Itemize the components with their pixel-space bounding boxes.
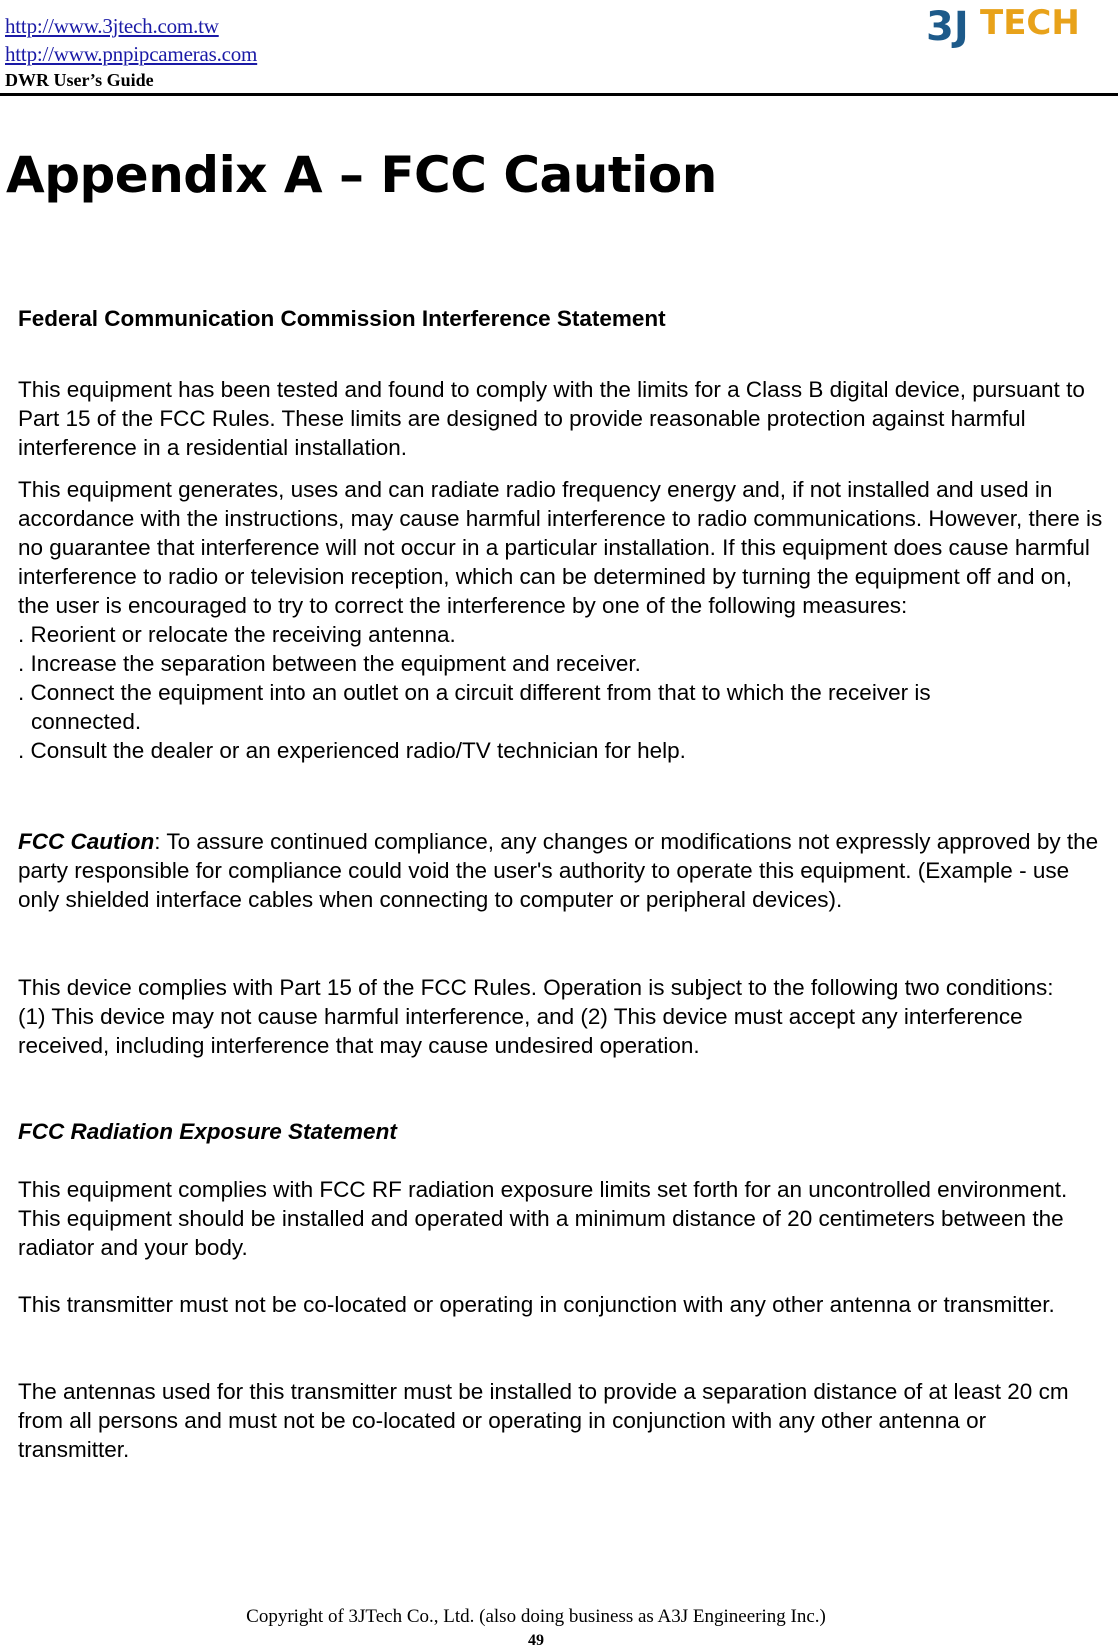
page-number: 49 [528,1632,544,1649]
paragraph-interference: This equipment generates, uses and can radiate radio frequency energy and, if not installed and used in accordance with the instructions, may cause harmful interference to radio communications. However, there is no guarantee that interference will not occur in a particular installation. If this equipment does cause harmful interference to radio or television reception, which can be determined by turning the equipment off and on, the user is encouraged to try to correct the interference by one of the following measures: [18,477,1103,618]
paragraph-conditions: (1) This device may not cause harmful interference, and (2) This device must accept any interference received, including interference that may cause undesired operation. [18,1004,1023,1058]
paragraph-antenna-separation: The antennas used for this transmitter must be installed to provide a separation distance of at least 20 cm from all persons and must not be co-located or operating in conjunction with any other antenna or transmitter. [18,1379,1069,1462]
paragraph-rf-exposure: This equipment complies with FCC RF radiation exposure limits set forth for an uncontrolled environment. This equipment should be installed and operated with a minimum distance of 20 centimeters between the radiator and your body. [18,1177,1068,1260]
colocation-paragraph [18,1290,1103,1319]
page-header [0,0,1118,100]
measure-item: . Connect the equipment into an outlet on a circuit different from that to which the receiver is [18,680,931,705]
measure-item: . Reorient or relocate the receiving antenna. [18,622,456,647]
website-link-pnpipcameras[interactable]: http://www.pnpipcameras.com [5,42,258,66]
footer-copyright: Copyright of 3JTech Co., Ltd. (also doing business as A3J Engineering Inc.) [246,1606,826,1627]
caution-text: : To assure continued compliance, any changes or modifications not expressly approved by the party responsible for compliance could void the user's authority to operate this equipment. (Example - use only shielded interface cables when connecting to computer or peripheral devices). [18,829,1099,912]
body-paragraph-1 [18,375,1103,462]
guide-title: DWR User’s Guide [5,70,154,90]
page-title: Appendix A – FCC Caution [6,146,717,204]
radiation-heading-block [18,1117,1103,1146]
website-link-3jtech[interactable]: http://www.3jtech.com.tw [5,14,219,38]
paragraph-part15: This device complies with Part 15 of the FCC Rules. Operation is subject to the following two conditions: [18,975,1054,1000]
paragraph-colocation: This transmitter must not be co-located or operating in conjunction with any other antenna or transmitter. [18,1292,1055,1317]
caution-label: FCC Caution [18,829,155,854]
header-divider [0,93,1118,96]
radiation-heading: FCC Radiation Exposure Statement [18,1119,397,1144]
3jtech-logo [924,0,1080,60]
measure-item: . Increase the separation between the equipment and receiver. [18,651,641,676]
radiation-paragraph [18,1175,1103,1262]
antenna-paragraph [18,1377,1103,1464]
part15-paragraph [18,973,1103,1060]
measure-item-continued: connected. [31,709,142,734]
measure-item: . Consult the dealer or an experienced radio/TV technician for help. [18,738,686,763]
interference-heading: Federal Communication Commission Interference Statement [18,306,666,331]
paragraph-class-b: This equipment has been tested and found to comply with the limits for a Class B digital device, pursuant to Part 15 of the FCC Rules. These limits are designed to provide reasonable protection against harmful interference in a residential installation. [18,377,1085,460]
body-paragraph-2 [18,475,1103,765]
svg-text:3J: 3J [926,4,969,50]
interference-heading-block [18,304,1103,333]
caution-paragraph [18,827,1103,914]
svg-text:TECH: TECH [980,3,1080,43]
